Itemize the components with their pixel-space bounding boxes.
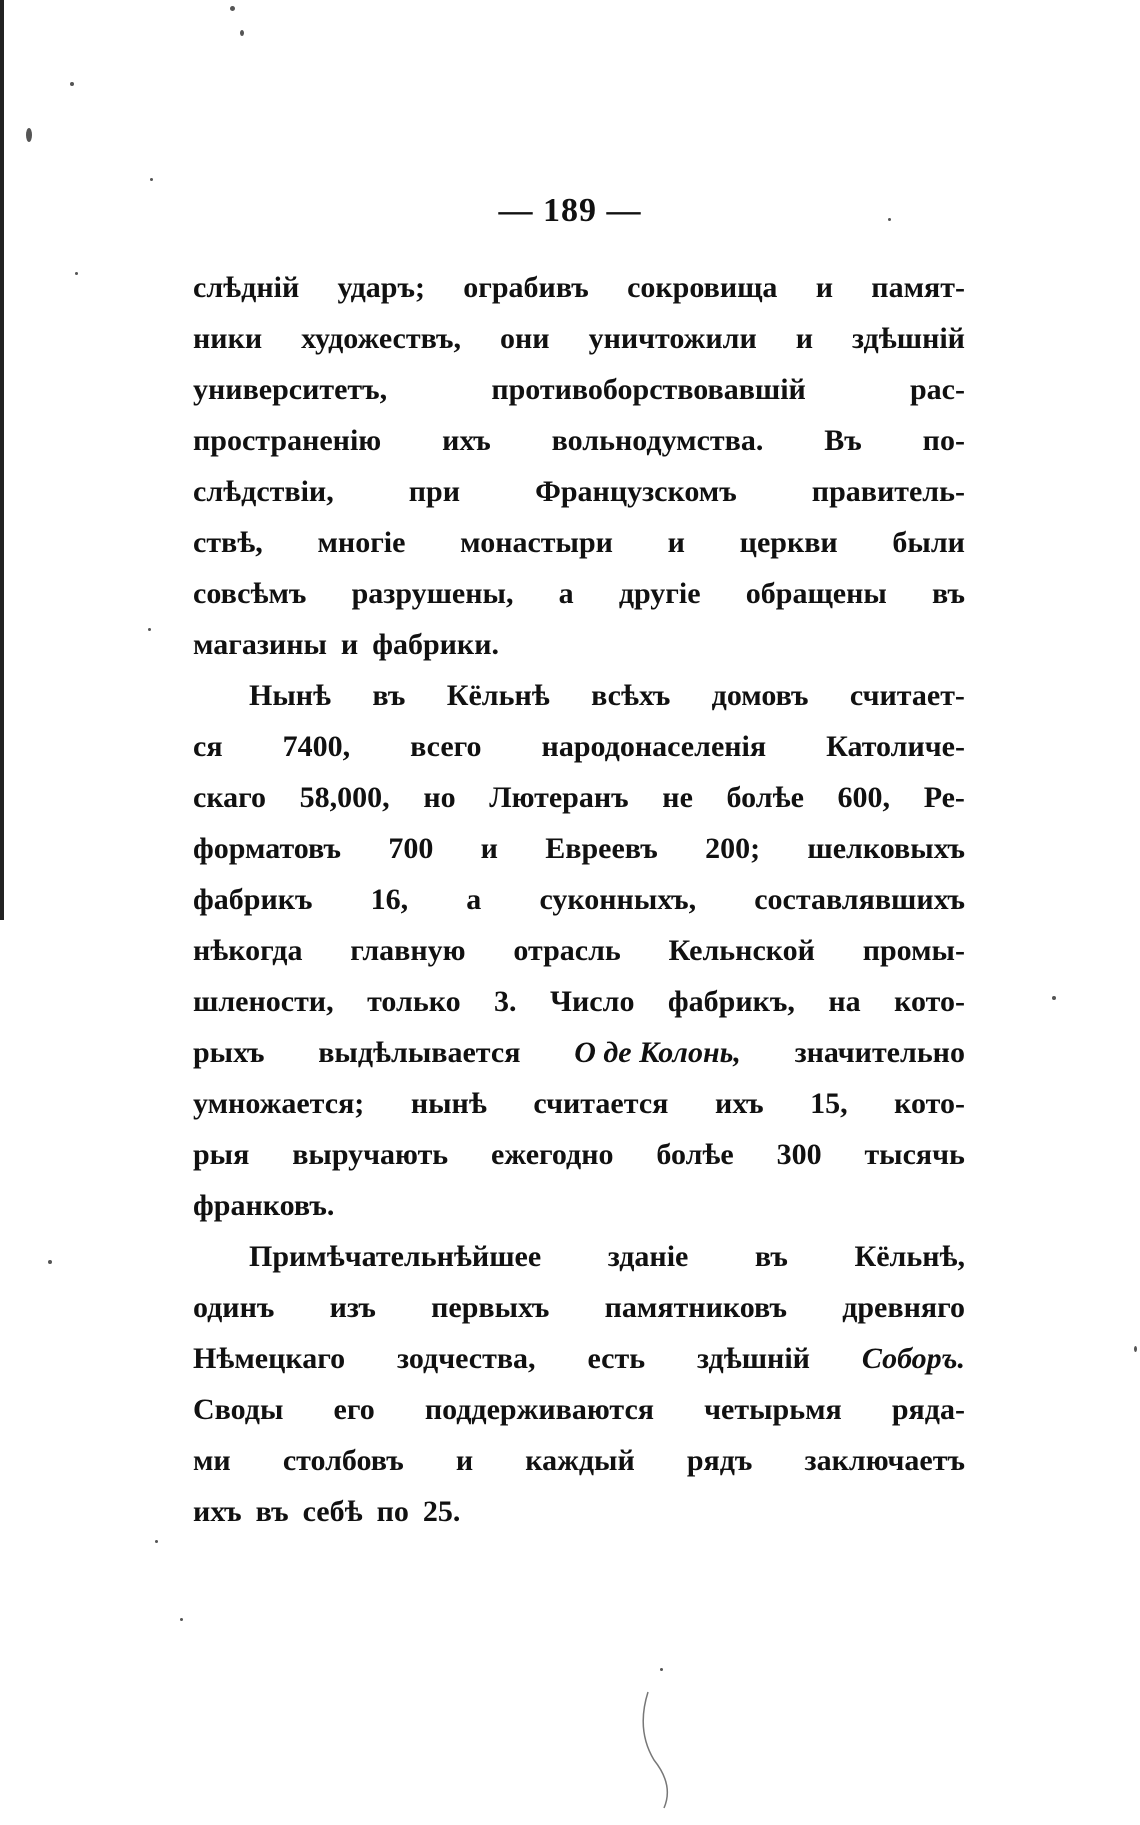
word: шлености, xyxy=(193,985,334,1018)
page-binding-edge xyxy=(0,0,4,920)
word: ми xyxy=(193,1444,231,1477)
word: форматовъ xyxy=(193,832,341,865)
word: 58,000, xyxy=(299,781,390,814)
text-line xyxy=(193,1027,965,1078)
word: ряда- xyxy=(891,1393,965,1426)
text-line xyxy=(193,568,965,619)
word: изъ xyxy=(329,1291,376,1324)
text-line xyxy=(193,262,965,313)
word: фабрикъ, xyxy=(667,985,795,1018)
word: домовъ xyxy=(711,679,809,712)
text-line xyxy=(193,772,965,823)
word: Нынѣ xyxy=(249,679,332,712)
word: Кёльнѣ, xyxy=(854,1240,965,1273)
word: выдѣлывается xyxy=(318,1036,521,1069)
text-line xyxy=(193,466,965,517)
word: считается xyxy=(533,1087,669,1120)
word: выручають xyxy=(292,1138,449,1171)
scan-speck xyxy=(240,30,244,36)
word: въ xyxy=(372,679,406,712)
word: только xyxy=(367,985,461,1018)
word: университетъ, xyxy=(193,373,388,406)
word: 3. xyxy=(494,985,517,1018)
word: ограбивъ xyxy=(463,271,589,304)
word: ники xyxy=(193,322,263,355)
word: Ре- xyxy=(923,781,965,814)
text-line xyxy=(193,364,965,415)
word: Въ xyxy=(824,424,862,457)
word: считает- xyxy=(849,679,965,712)
text-line xyxy=(193,1384,965,1435)
word: Кёльнѣ xyxy=(446,679,550,712)
word: тысячь xyxy=(864,1138,965,1171)
word: себѣ xyxy=(302,1495,363,1528)
word: 200; xyxy=(705,832,761,865)
text-line xyxy=(193,721,965,772)
word: каждый xyxy=(525,1444,635,1477)
word: народонаселенія xyxy=(541,730,767,763)
word: сокровища xyxy=(627,271,778,304)
word: умножается; xyxy=(193,1087,365,1120)
text-line xyxy=(193,976,965,1027)
word: церкви xyxy=(739,526,838,559)
word: Евреевъ xyxy=(545,832,658,865)
word: Французскомъ xyxy=(535,475,737,508)
word: и xyxy=(455,1444,474,1477)
word: четырьмя xyxy=(704,1393,842,1426)
scan-speck xyxy=(1052,996,1056,1000)
word: заключаетъ xyxy=(804,1444,965,1477)
word: на xyxy=(828,985,861,1018)
word: и xyxy=(795,322,814,355)
text-line xyxy=(193,823,965,874)
word: первыхъ xyxy=(431,1291,550,1324)
word: магазины xyxy=(193,628,327,661)
word: другіе xyxy=(618,577,701,610)
word: рас- xyxy=(910,373,965,406)
word: при xyxy=(408,475,461,508)
text-line xyxy=(193,1333,965,1384)
word: были xyxy=(892,526,965,559)
word: 15, xyxy=(810,1087,848,1120)
word: въ xyxy=(754,1240,788,1273)
word: есть xyxy=(587,1342,646,1375)
word: 600, xyxy=(837,781,891,814)
word: древняго xyxy=(842,1291,965,1324)
body-text xyxy=(193,262,965,1537)
word: разрушены, xyxy=(351,577,514,610)
text-line xyxy=(193,619,965,670)
word: и xyxy=(340,628,359,661)
word: и xyxy=(667,526,685,559)
word: ся xyxy=(193,730,223,763)
word: Своды xyxy=(193,1393,284,1426)
scan-speck xyxy=(230,6,235,11)
word: и xyxy=(815,271,834,304)
word: Примѣчательнѣйшее xyxy=(249,1240,542,1273)
word: промы- xyxy=(862,934,965,967)
text-line xyxy=(193,1180,965,1231)
word: ихъ xyxy=(714,1087,764,1120)
word: нынѣ xyxy=(410,1087,487,1120)
text-line xyxy=(193,415,965,466)
text-line xyxy=(193,670,965,721)
word: монастыри xyxy=(460,526,613,559)
word: 7400, xyxy=(282,730,351,763)
word: столбовъ xyxy=(282,1444,404,1477)
word: шелковыхъ xyxy=(807,832,965,865)
word: кото- xyxy=(894,1087,965,1120)
word: въ xyxy=(932,577,965,610)
word: значительно xyxy=(794,1036,965,1069)
word: рыхъ xyxy=(193,1036,265,1069)
word: здѣшній xyxy=(852,322,965,355)
scan-artifact-curve xyxy=(640,1690,690,1810)
word: по xyxy=(376,1495,409,1528)
word: всѣхъ xyxy=(591,679,671,712)
text-line xyxy=(193,874,965,925)
word: въ xyxy=(255,1495,289,1528)
text-line xyxy=(193,313,965,364)
word: и xyxy=(480,832,498,865)
word: но xyxy=(423,781,456,814)
word: уничтожили xyxy=(588,322,757,355)
word: 700 xyxy=(388,832,434,865)
scan-speck xyxy=(660,1668,663,1671)
text-line xyxy=(193,517,965,568)
text-line xyxy=(193,1129,965,1180)
word: правитель- xyxy=(811,475,965,508)
scan-speck xyxy=(75,272,78,275)
word: зодчества, xyxy=(397,1342,536,1375)
word: зданіе xyxy=(607,1240,689,1273)
word: нѣкогда xyxy=(193,934,303,967)
word: по- xyxy=(922,424,965,457)
text-line xyxy=(193,1486,965,1537)
word: Нѣмецкаго xyxy=(193,1342,346,1375)
word: рыя xyxy=(193,1138,250,1171)
word: болѣе xyxy=(656,1138,734,1171)
word: слѣдній xyxy=(193,271,300,304)
text-line xyxy=(193,1435,965,1486)
scan-speck xyxy=(888,218,891,221)
word: художествъ, xyxy=(301,322,462,355)
word: всего xyxy=(410,730,482,763)
word: пространенію xyxy=(193,424,382,457)
text-line xyxy=(193,1231,965,1282)
word: а xyxy=(466,883,482,916)
word: Кельнской xyxy=(668,934,815,967)
word: ударъ; xyxy=(337,271,425,304)
word: ихъ xyxy=(193,1495,242,1528)
scan-speck xyxy=(1134,1346,1137,1352)
word: совсѣмъ xyxy=(193,577,307,610)
word: ихъ xyxy=(442,424,491,457)
word: болѣе xyxy=(726,781,804,814)
scan-speck xyxy=(70,82,74,86)
word: многіе xyxy=(317,526,406,559)
word: отрасль xyxy=(513,934,621,967)
word: кото- xyxy=(894,985,965,1018)
text-line xyxy=(193,1078,965,1129)
scan-speck xyxy=(180,1618,183,1621)
scan-speck xyxy=(148,628,151,631)
word: рядъ xyxy=(686,1444,753,1477)
scan-speck xyxy=(48,1260,52,1264)
scan-speck xyxy=(26,128,32,142)
word: 300 xyxy=(776,1138,822,1171)
word: составлявшихъ xyxy=(754,883,965,916)
page-number: — 189 — xyxy=(498,192,642,229)
word: скаго xyxy=(193,781,267,814)
word: слѣдствіи, xyxy=(193,475,334,508)
scan-speck xyxy=(155,1540,158,1543)
word: его xyxy=(333,1393,375,1426)
word: фабрикъ xyxy=(193,883,313,916)
word: поддерживаются xyxy=(424,1393,655,1426)
word: 25. xyxy=(422,1495,461,1528)
word: обращены xyxy=(745,577,887,610)
scan-speck xyxy=(150,178,153,181)
word: а xyxy=(558,577,574,610)
word: суконныхъ, xyxy=(539,883,697,916)
word: они xyxy=(500,322,550,355)
word: здѣшній xyxy=(697,1342,810,1375)
word: Католиче- xyxy=(826,730,965,763)
word: ствѣ, xyxy=(193,526,263,559)
word: не xyxy=(662,781,693,814)
word: Соборъ. xyxy=(861,1342,965,1375)
word: 16, xyxy=(370,883,409,916)
word: франковъ. xyxy=(193,1189,335,1222)
word: Лютеранъ xyxy=(489,781,629,814)
word: противоборствовавшій xyxy=(491,373,806,406)
word: О де Колонь, xyxy=(574,1036,741,1069)
word: одинъ xyxy=(193,1291,275,1324)
word: памят- xyxy=(871,271,965,304)
word: фабрики. xyxy=(372,628,499,661)
word: Число xyxy=(550,985,635,1018)
word: вольнодумства. xyxy=(551,424,764,457)
text-line xyxy=(193,925,965,976)
word: памятниковъ xyxy=(604,1291,787,1324)
word: ежегодно xyxy=(491,1138,614,1171)
word: главную xyxy=(350,934,466,967)
text-line xyxy=(193,1282,965,1333)
